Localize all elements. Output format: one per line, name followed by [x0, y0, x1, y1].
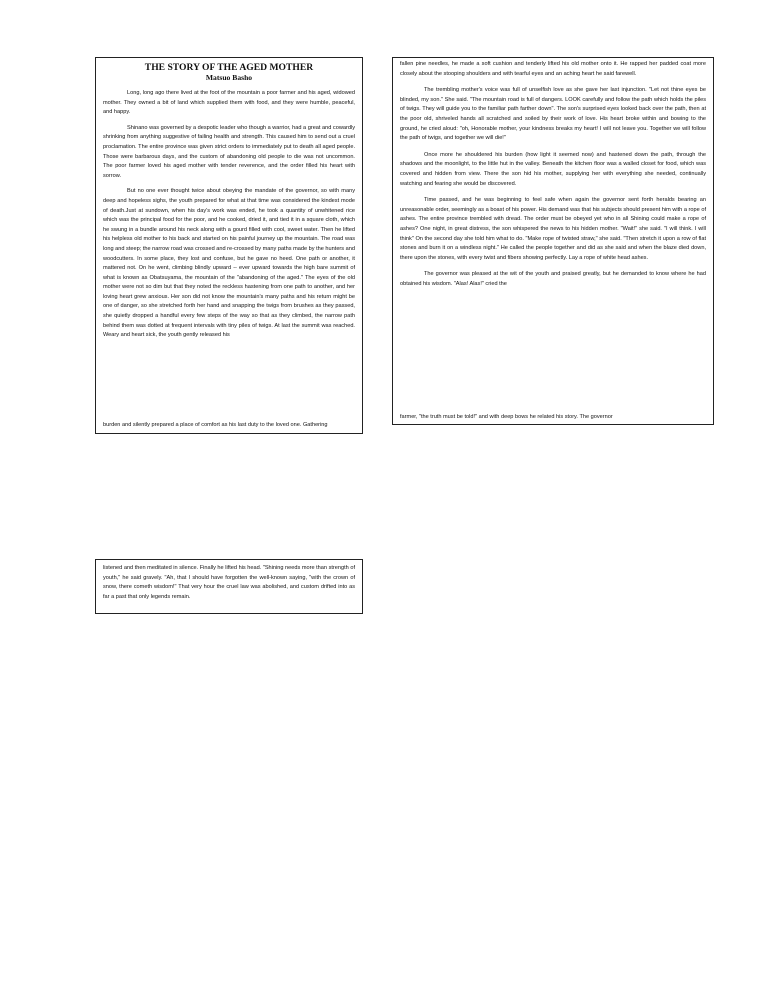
story-author: Matsuo Basho [205, 73, 253, 82]
story-title: THE STORY OF THE AGED MOTHER [144, 62, 314, 73]
paragraph: Shinano was governed by a despotic leader who though a warrior, had a great and cowardly shrinking from anything suggestive of failing health and strength. This caused him to send out a cruel proclamation. The entire province was given strict orders to immediately put to death all aged people. Those were barbarous days, and the custom of abandoning old people to die was not uncommon. The poor farmer loved his aged mother with tender reverence, and the order filled his heart with sorrow. [103, 124, 355, 179]
paragraph: listened and then meditated in silence. Finally he lifted his head. "Shining needs more than strength of youth," he said gravely. "Ah, that I should have forgotten the well-known saying, "with the crown of snow, there cometh wisdom!" That very hour the cruel law was abolished, and custom drifted into as far a past that only legends remain. [103, 565, 355, 600]
page-column-bottom [95, 559, 363, 614]
paragraph: The governor was pleased at the wit of the youth and praised greatly, but he demanded to know where he had obtained his wisdom. "Alas! Alas!" cried the [400, 271, 706, 287]
paragraph: fallen pine needles, he made a soft cushion and tenderly lifted his old mother onto it. He rapped her padded coat more closely about the stooping shoulders and with tearful eyes and an aching heart he said farewell. [400, 61, 706, 77]
paragraph: But no one ever thought twice about obeying the mandate of the governor, so with many deep and hopeless sighs, the youth prepared for what at that time was considered the kindest mode of death.Just at sundown, when his day's work was ended, he took a quantity of unwhitened rice which was the principal food for the poor, and he cooked, dried it, and tied it in a square cloth, which he swung in a bundle around his neck along with a gourd filled with cool, sweet water. Then he lifted his helpless old mother to his back and started on his painful journey up the mountain. The road was long and steep; the narrow road was crossed and re-crossed by many paths made by the hunters and woodcutters. In some place, they lost and confuse, but he gave no heed. One path or another, it mattered not. On he went, climbing blindly upward -- ever upward towards the high bare summit of what is known as Obatsuyama, the mountain of the "abandoning of the aged." The eyes of the old mother were not so dim but that they noted the reckless hastening from one path to another, and her loving heart grew anxious. Her son did not know the mountain's many paths and his return might be one of danger, so she stretched forth her hand and snapping the twigs from brushes as they passed, she quietly dropped a handful every few steps of the way so that as they climbed, the narrow path behind them was dotted at frequent intervals with tiny piles of twigs. At last the summit was reached. Weary and heart sick, the youth gently released his [103, 188, 355, 339]
paragraph: Long, long ago there lived at the foot of the mountain a poor farmer and his aged, widowed mother. They owned a bit of land which supplied them with food, and they were humble, peaceful, and happy. [103, 90, 355, 116]
page-column-left [95, 57, 363, 434]
paragraph-continuation: burden and silently prepared a place of comfort as his last duty to the loved one. Gathering [103, 422, 328, 428]
paragraph-continuation: farmer, "the truth must be told!" and with deep bows he related his story. The governor [400, 414, 613, 420]
page-column-right [392, 57, 714, 425]
paragraph: Once more he shouldered his burden (how light it seemed now) and hastened down the path, through the shadows and the moonlight, to the little hut in the valley. Beneath the kitchen floor was a walled closet for food, which was covered and hidden from view. There the son hid his mother, supplying her with everything she needed, continually watching and fearing she would be discovered. [400, 151, 706, 187]
paragraph: Time passed, and he was beginning to feel safe when again the governor sent forth heralds bearing an unreasonable order, seemingly as a boast of his power. His demand was that his subjects should present him with a rope of ashes. The entire province trembled with dread. The order must be obeyed yet who in all Shining could make a rope of ashes? One night, in great distress, the son whispered the news to his hidden mother. "Wait!" she said. "I will think. I will think" On the second day she told him what to do. "Make rope of twisted straw," she said. "Then stretch it upon a row of flat stones and burn it on a windless night." He called the people together and did as she said and when the blaze died down, there upon the stones, with every twist and fibers showing perfectly. Lay a rope of white head ashes. [400, 197, 706, 261]
paragraph: The trembling mother's voice was full of unselfish love as she gave her last injunction. "Let not thine eyes be blinded, my son." She said. "The mountain road is full of dangers. LOOK carefully and follow the path which holds the piles of twigs. They will guide you to the familiar path farther down". The son's surprised eyes looked back over the path, then at the poor old, shriveled hands all scratched and soiled by their work of love. His heart broke within and bowing to the ground, he cried aloud: "oh, Honorable mother, your kindness breaks my heart! I will not leave you. Together we will follow the path of twigs, and together we will die!" [400, 87, 706, 142]
